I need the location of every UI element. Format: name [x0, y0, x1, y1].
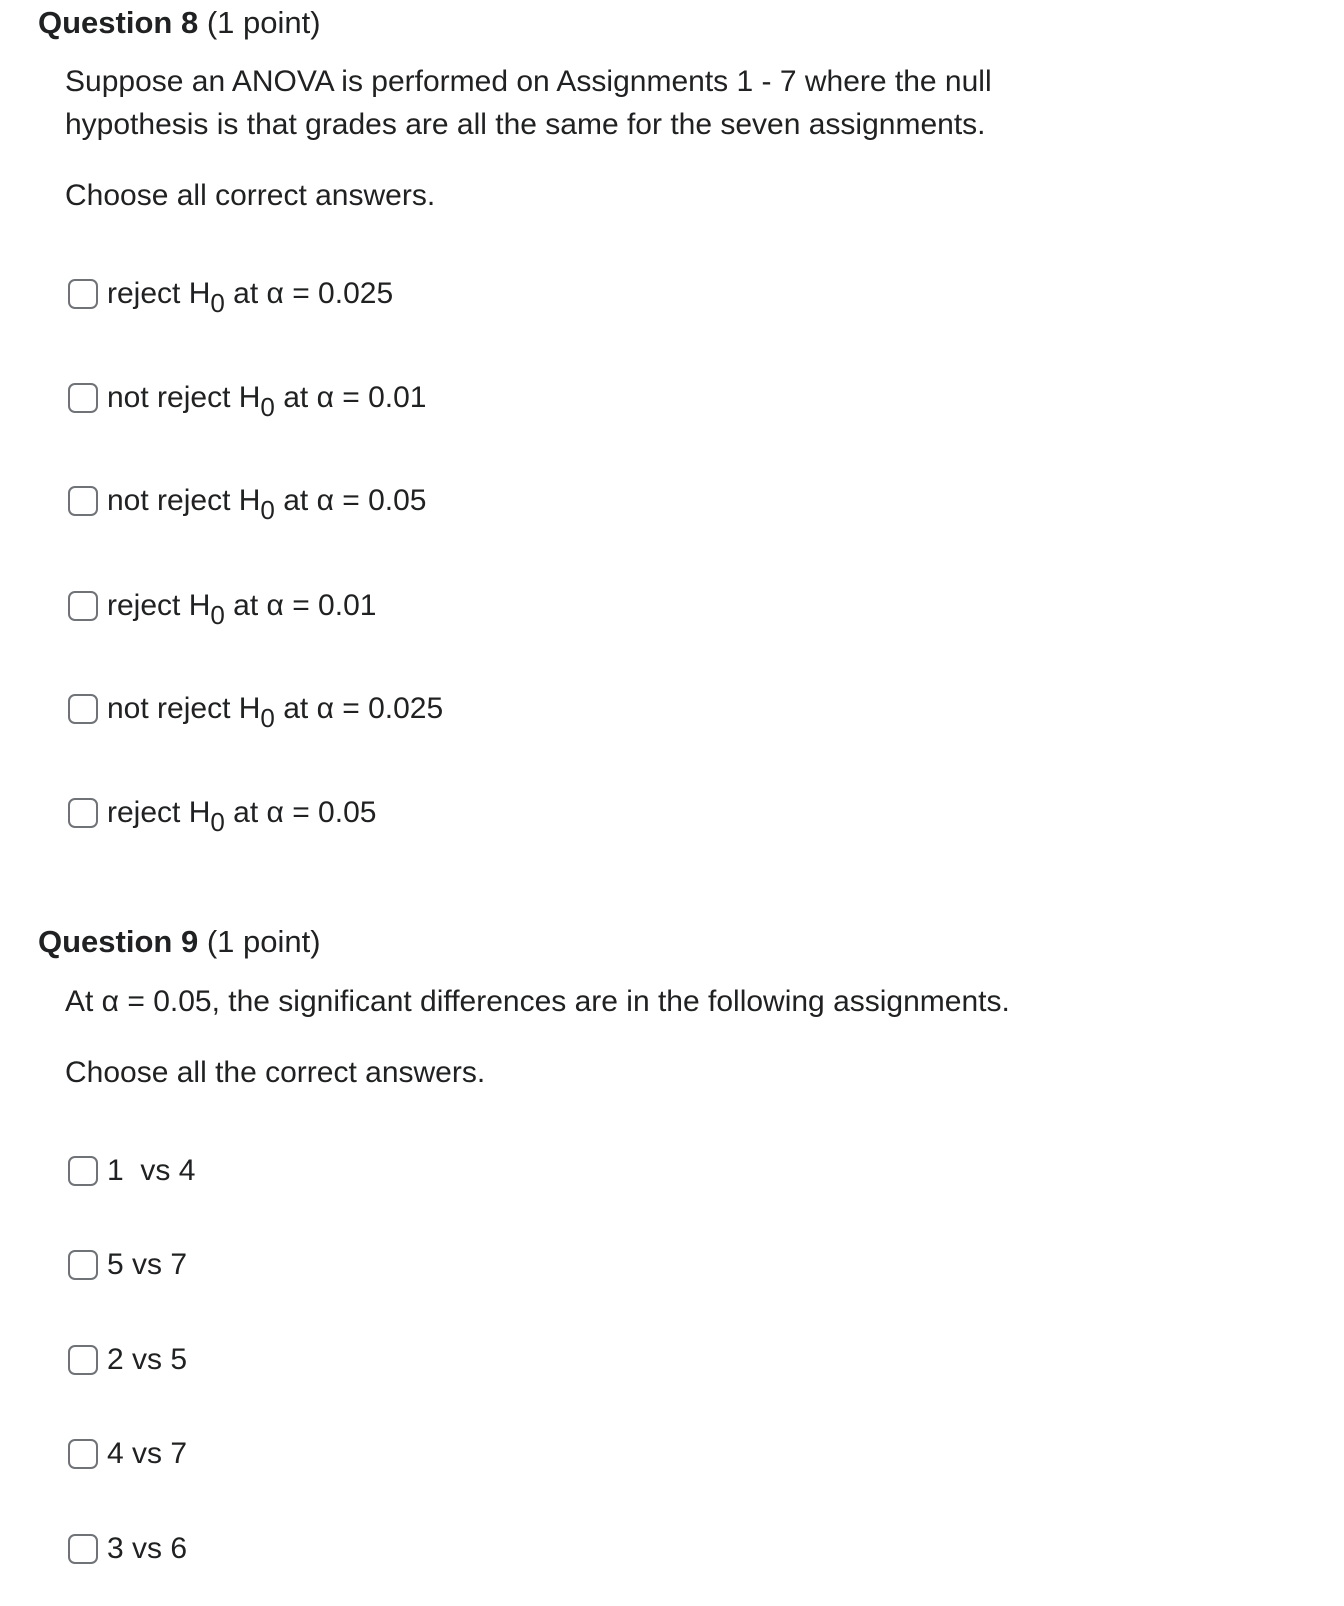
- q8-option-5[interactable]: [68, 687, 443, 731]
- checkbox[interactable]: [68, 798, 98, 828]
- q9-option-3-label: 2 vs 5: [107, 1343, 188, 1376]
- q9-option-1[interactable]: [68, 1149, 195, 1193]
- checkbox[interactable]: [68, 279, 98, 309]
- q9-option-4[interactable]: [68, 1432, 187, 1476]
- checkbox[interactable]: [68, 383, 98, 413]
- checkbox[interactable]: [68, 694, 98, 724]
- q9-option-2-label: 5 vs 7: [107, 1248, 188, 1281]
- question-9-instruction: Choose all the correct answers.: [65, 1056, 486, 1089]
- q9-option-5[interactable]: [68, 1527, 187, 1571]
- checkbox[interactable]: [68, 1534, 98, 1564]
- question-9-number: Question 9: [38, 924, 199, 959]
- question-8-title: [38, 3, 321, 43]
- question-9-title: [38, 922, 321, 962]
- question-9-points: (1 point): [206, 924, 321, 959]
- q8-option-3-label: not reject $H_0$ at α = 0.05: [107, 484, 427, 525]
- q9-option-4-label: 4 vs 7: [107, 1437, 188, 1470]
- question-8-instruction: Choose all correct answers.: [65, 179, 436, 212]
- q8-option-1-label: reject $H_0$ at α = 0.025: [107, 277, 394, 318]
- q8-option-6[interactable]: [68, 791, 376, 835]
- q8-option-4-label: reject $H_0$ at α = 0.01: [107, 589, 377, 630]
- question-8-number: Question 8: [38, 5, 199, 40]
- q8-option-3[interactable]: [68, 479, 427, 523]
- checkbox[interactable]: [68, 1156, 98, 1186]
- q8-option-2[interactable]: [68, 376, 427, 420]
- checkbox[interactable]: [68, 591, 98, 621]
- checkbox[interactable]: [68, 1345, 98, 1375]
- q9-option-2[interactable]: [68, 1243, 187, 1287]
- q9-option-5-label: 3 vs 6: [107, 1532, 188, 1565]
- q8-option-2-label: not reject $H_0$ at α = 0.01: [107, 381, 427, 422]
- checkbox[interactable]: [68, 486, 98, 516]
- checkbox[interactable]: [68, 1250, 98, 1280]
- question-8-points: (1 point): [206, 5, 321, 40]
- q9-option-1-label: 1 vs 4: [107, 1154, 196, 1187]
- q8-option-5-label: not reject $H_0$ at α = 0.025: [107, 692, 444, 733]
- question-9-prompt: At α = 0.05, the significant differences are in the following assignments.: [65, 985, 1010, 1018]
- checkbox[interactable]: [68, 1439, 98, 1469]
- question-8-prompt-line-2: hypothesis is that grades are all the same for the seven assignments.: [65, 108, 986, 141]
- q8-option-6-label: reject $H_0$ at α = 0.05: [107, 796, 377, 837]
- q8-option-1[interactable]: [68, 272, 393, 316]
- question-8-prompt-line-1: Suppose an ANOVA is performed on Assignments 1 - 7 where the null: [65, 65, 992, 98]
- q8-option-4[interactable]: [68, 584, 376, 628]
- q9-option-3[interactable]: [68, 1338, 187, 1382]
